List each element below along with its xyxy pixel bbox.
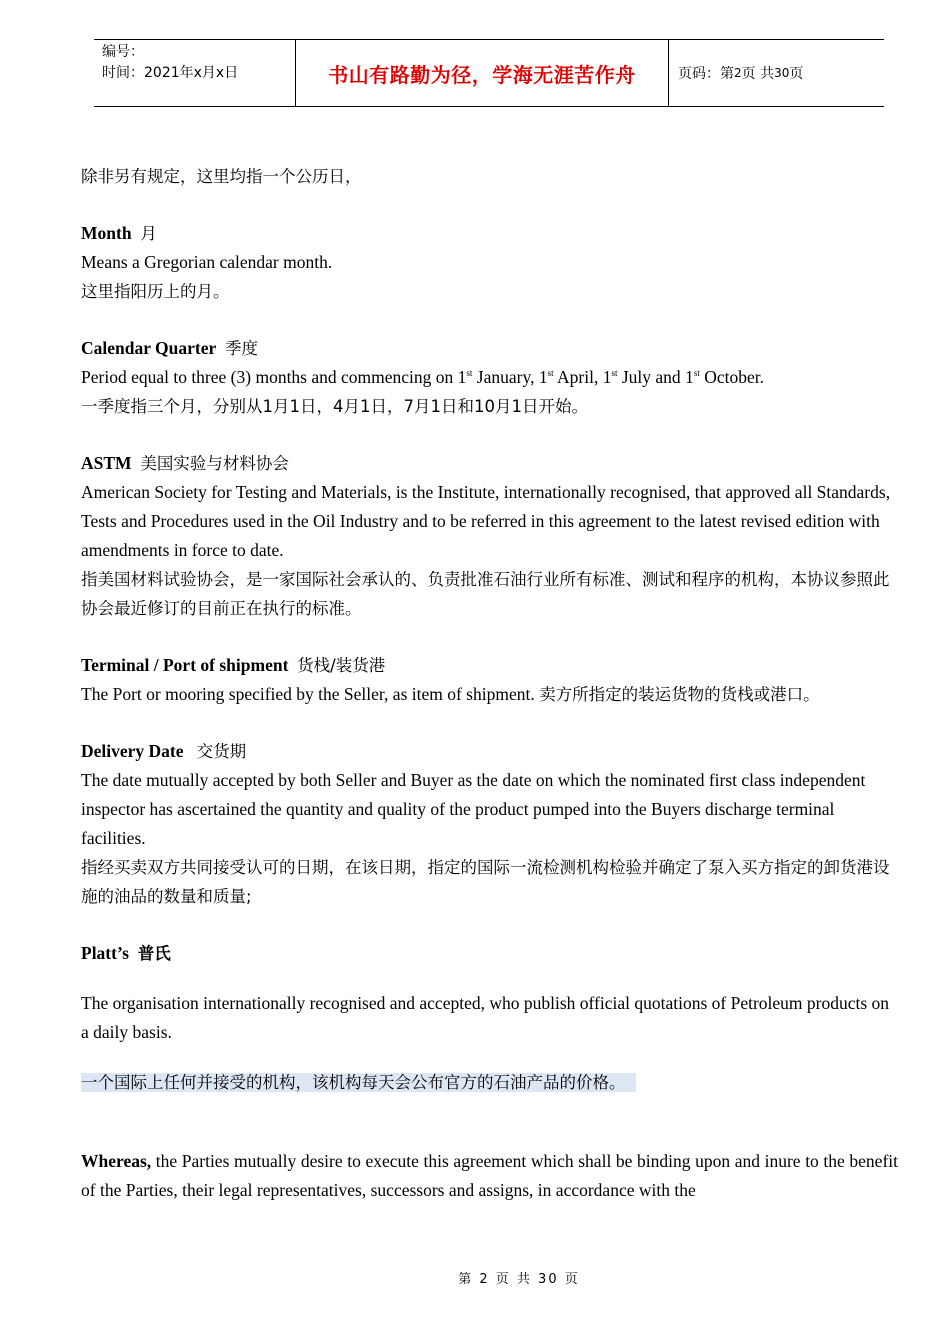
astm-def-cn: 指美国材料试验协会，是一家国际社会承认的、负责批准石油行业所有标准、测试和程序的机构，本协议参照此协会最近修订的目前正在执行的标准。 (81, 570, 890, 618)
page-total: 30 (774, 66, 790, 80)
header-meta (94, 40, 295, 106)
page-footer: 第 2 页 共 30 页 (458, 1272, 580, 1287)
terminal-def: The Port or mooring specified by the Seller, as item of shipment. 卖方所指定的装运货物的货栈或港口。 (81, 684, 820, 704)
astm-def-en: American Society for Testing and Materials, is the Institute, internationally recognised, that approved all Standards, Tests and Procedures used in the Oil Industry and to be referred in this agreement to the latest revised edition with amendments in force to date. (81, 482, 891, 560)
term-terminal: Terminal / Port of shipment 货栈/装货港 (81, 655, 386, 675)
delivery-def-en: The date mutually accepted by both Seller and Buyer as the date on which the nominated first class independent inspector has ascertained the quantity and quality of the product pumped into the Buyers discharge terminal facilities. (81, 770, 866, 848)
page-header (94, 39, 884, 107)
code-label: 编号： (102, 44, 144, 60)
delivery-def-cn: 指经买卖双方共同接受认可的日期，在该日期，指定的国际一流检测机构检验并确定了泵入买方指定的卸货港设施的油品的数量和质量; (81, 858, 890, 906)
month-def-en: Means a Gregorian calendar month. (81, 252, 333, 272)
page-number: 2 (734, 66, 742, 80)
intro-text: 除非另有规定，这里均指一个公历日， (81, 167, 362, 186)
page-prefix: 页码：第 (678, 66, 734, 82)
quarter-def-en: Period equal to three (3) months and commencing on 1st January, 1st April, 1st July and 1st October. (81, 367, 764, 387)
page-suffix: 页 (789, 66, 804, 82)
page-mid: 页 共 (741, 66, 775, 82)
term-delivery-date: Delivery Date 交货期 (81, 741, 247, 761)
term-platts: Platt’s 普氏 (81, 943, 171, 963)
header-page-info (669, 40, 884, 106)
term-astm: ASTM 美国实验与材料协会 (81, 453, 289, 473)
term-quarter: Calendar Quarter 季度 (81, 338, 259, 358)
time-label: 时间：2021年x月x日 (102, 65, 239, 81)
month-def-cn: 这里指阳历上的月。 (81, 282, 230, 301)
document-body (81, 162, 898, 1205)
platts-def-cn: 一个国际上任何并接受的机构，该机构每天会公布官方的石油产品的价格。 (81, 1068, 898, 1097)
whereas-clause: Whereas, the Parties mutually desire to execute this agreement which shall be binding upon and inure to the benefit of the Parties, their legal representatives, successors and assigns, in accordance with the (81, 1151, 898, 1200)
term-month: Month 月 (81, 223, 157, 243)
header-motto: 书山有路勤为径，学海无涯苦作舟 (295, 40, 669, 106)
quarter-def-cn: 一季度指三个月，分别从1月1日，4月1日，7月1日和10月1日开始。 (81, 397, 588, 416)
platts-def-en: The organisation internationally recognised and accepted, who publish official quotations of Petroleum products on a daily basis. (81, 993, 890, 1042)
